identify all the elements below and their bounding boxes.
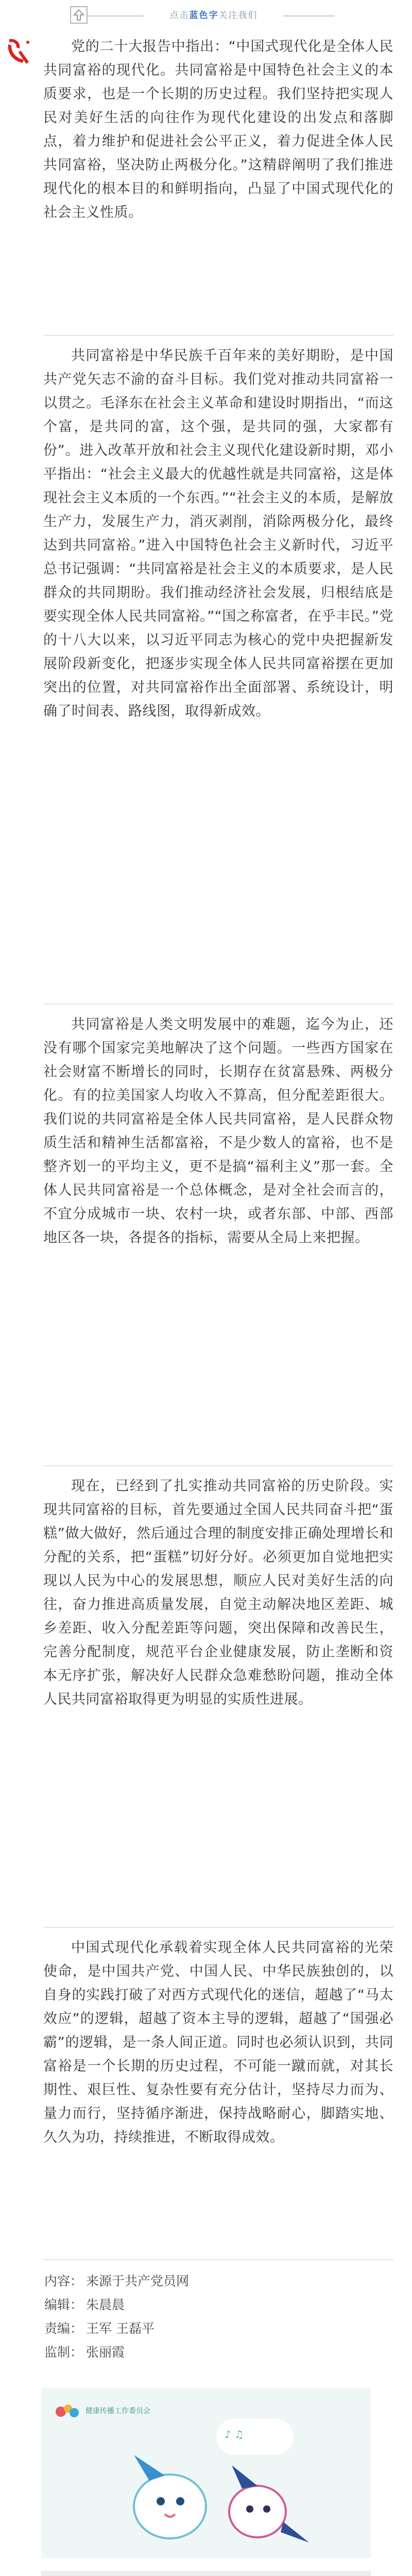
qr-poster <box>41 2571 371 2576</box>
credit-row <box>44 2341 394 2364</box>
party-emblem-icon <box>5 37 32 66</box>
credit-value: 张丽霞 <box>86 2345 125 2360</box>
credit-label: 编辑： <box>44 2297 83 2312</box>
credit-row <box>44 2293 394 2317</box>
music-note-icon: ♪ ♫ <box>225 2428 244 2441</box>
credit-label: 内容： <box>44 2274 83 2289</box>
committee-logo-icon <box>54 2401 82 2422</box>
paragraph-section-3 <box>43 1013 393 1250</box>
section-divider <box>43 335 393 336</box>
paragraph-2: 共同富裕是中华民族千百年来的美好期盼，是中国共产党矢志不渝的奋斗目标。我们党对推动共同富裕一以贯之。毛泽东在社会主义革命和建设时期指出，“而这个富，是共同的富，这个强，是共同的强，大家都有份”。进入改革开放和社会主义现代化建设新时期，邓小平指出：“社会主义最大的优越性就是共同富裕，这是体现社会主义本质的一个东西。”“社会主义的本质，是解放生产力，发展生产力，消灭剥削，消除两极分化，最终达到共同富裕。”进入中国特色社会主义新时代，习近平总书记强调：“共同富裕是社会主义的本质要求，是人民群众的共同期盼。我们推动经济社会发展，归根结底是要实现全体人民共同富裕。”“国之称富者，在乎丰民。”党的十八大以来，以习近平同志为核心的党中央把握新发展阶段新变化，把逐步实现全体人民共同富裕摆在更加突出的位置，对共同富裕作出全面部署、系统设计，明确了时间表、路线图，取得新成效。 <box>43 348 393 719</box>
paragraph-section-1 <box>43 35 393 225</box>
paragraph-3: 共同富裕是人类文明发展中的难题，迄今为止，还没有哪个国家完美地解决了这个问题。一些西方国家在社会财富不断增长的同时，长期存在贫富悬殊、两极分化。有的拉美国家人均收入不算高，但分配差距很大。我们说的共同富裕是全体人民共同富裕，是人民群众物质生活和精神生活都富裕，不是少数人的富裕，也不是整齐划一的平均主义，更不是搞“福利主义”那一套。全体人民共同富裕是一个总体概念，是对全社会而言的，不宜分成城市一块、农村一块，或者东部、中部、西部地区各一块，各提各的指标，需要从全局上来把握。 <box>43 1016 393 1246</box>
follow-banner[interactable] <box>67 4 345 27</box>
credit-value: 王军 王磊平 <box>86 2321 154 2336</box>
paragraph-section-2 <box>43 344 393 723</box>
paragraph-4: 现在，已经到了扎实推动共同富裕的历史阶段。实现共同富裕的目标，首先要通过全国人民共同奋斗把“蛋糕”做大做好，然后通过合理的制度安排正确处理增长和分配的关系，把“蛋糕”切好分好。必须更加自觉地把实现以人民为中心的发展思想，顺应人民对美好生活的向往，奋力推进高质量发展，自觉主动解决地区差距、城乡差距、收入分配差距等问题，突出保障和改善民生，完善分配制度，规范平台企业健康发展，防止垄断和资本无序扩张，解决好人民群众急难愁盼问题，推动全体人民共同富裕取得更为明显的实质性进展。 <box>43 1478 393 1707</box>
banner-title-highlight[interactable]: 蓝色字 <box>189 10 219 21</box>
paragraph-5: 中国式现代化承载着实现全体人民共同富裕的光荣使命，是中国共产党、中国人民、中华民族独创的，以自身的实践打破了对西方式现代化的迷信，超越了“马太效应”的逻辑，超越了资本主导的逻辑，超越了“国强必霸”的逻辑，是一条人间正道。同时也必须认识到，共同富裕是一个长期的历史过程，不可能一蹴而就，对其长期性、艰巨性、复杂性要有充分估计，坚持尽力而为、量力而行，坚持循序渐进，保持战略耐心，脚踏实地、久久为功，持续推进，不断取得成效。 <box>43 1940 393 2145</box>
banner-title[interactable] <box>144 8 283 23</box>
paragraph-1: 党的二十大报告中指出：“中国式现代化是全体人民共同富裕的现代化。共同富裕是中国特色社会主义的本质要求，也是一个长期的历史过程。我们坚持把实现人民对美好生活的向往作为现代化建设的出发点和落脚点，着力维护和促进社会公平正义，着力促进全体人民共同富裕，坚决防止两极分化。”这精辟阐明了我们推进现代化的根本目的和鲜明指向，凸显了中国式现代化的社会主义性质。 <box>43 39 393 221</box>
swallow-mascots-illustration <box>103 2445 319 2553</box>
credit-row <box>44 2269 394 2293</box>
credit-label: 监制： <box>44 2345 83 2360</box>
section-divider <box>43 1004 393 1005</box>
section-divider <box>43 1927 393 1928</box>
up-arrow-icon <box>70 6 88 24</box>
section-divider <box>43 1465 393 1466</box>
credit-label: 责编： <box>44 2321 83 2336</box>
committee-logo-text: 健康传播工作委员会 <box>85 2407 150 2415</box>
credit-row <box>44 2317 394 2341</box>
paragraph-section-4 <box>43 1475 393 1711</box>
mascot-poster <box>41 2388 371 2558</box>
paragraph-section-5 <box>43 1936 393 2149</box>
credit-value: 来源于共产党员网 <box>86 2274 190 2289</box>
credits-block <box>44 2269 394 2364</box>
section-divider <box>43 2259 393 2260</box>
banner-title-prefix: 点击 <box>169 10 190 21</box>
banner-title-suffix: 关注我们 <box>218 10 258 21</box>
credit-value: 朱晨晨 <box>86 2297 125 2312</box>
